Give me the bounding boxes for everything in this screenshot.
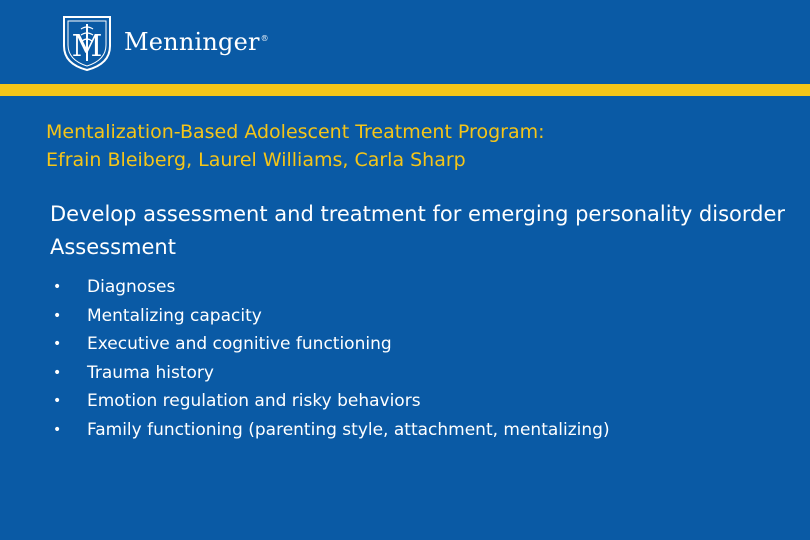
svg-text:M: M: [71, 29, 103, 64]
slide-title-line: Mentalization-Based Adolescent Treatment Program:: [46, 121, 545, 143]
bullet-item: • Executive and cognitive functioning: [50, 330, 790, 359]
bullet-item: • Family functioning (parenting style, attachment, mentalizing): [50, 416, 790, 445]
bullet-icon: •: [53, 421, 62, 438]
bullet-icon: •: [53, 364, 62, 381]
bullet-list: [50, 273, 790, 445]
bullet-item: • Emotion regulation and risky behaviors: [50, 387, 790, 416]
brand-name: Menninger®: [124, 28, 269, 56]
bullet-item: • Mentalizing capacity: [50, 302, 790, 331]
bullet-icon: •: [53, 307, 62, 324]
slide-title: [46, 118, 786, 174]
bullet-icon: •: [53, 393, 62, 410]
bullet-icon: •: [53, 279, 62, 295]
header: [0, 0, 810, 85]
bullet-item: • Trauma history: [50, 359, 790, 388]
bullet-icon: •: [53, 336, 62, 353]
bullet-item: • Diagnoses: [50, 273, 790, 302]
body-paragraph: Develop assessment and treatment for emerging personality disorder: [50, 202, 786, 226]
accent-bar: [0, 84, 810, 96]
slide-title-line: Efrain Bleiberg, Laurel Williams, Carla Sharp: [46, 149, 466, 171]
slide-body: [50, 200, 790, 445]
menninger-seal-icon: [60, 14, 114, 72]
body-paragraph: Assessment: [50, 235, 176, 259]
